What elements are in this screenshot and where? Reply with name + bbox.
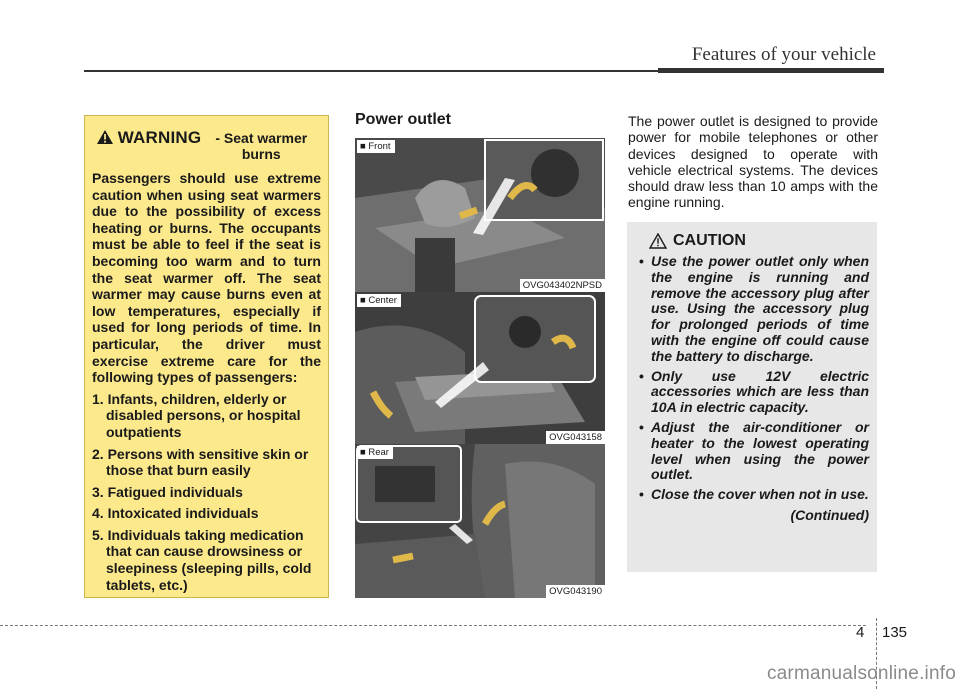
center-console-illustration [355,292,605,444]
photo-code-front: OVG043402NPSD [520,279,605,292]
page-number: 135 [882,624,908,641]
warning-heading [92,128,321,162]
warning-list-item: 4. Intoxicated individuals [92,505,259,522]
warning-box [84,115,329,598]
center-outlet-photo [355,292,605,444]
section-title: Power outlet [355,111,452,128]
header-divider-accent [658,68,884,73]
warning-list-item: 1. Infants, children, elderly or disabled persons, or hospital outpatients [92,390,301,440]
caution-title: CAUTION [673,232,746,249]
photo-label-rear: ■ Rear [357,446,393,459]
bullet-icon: • [639,367,644,384]
continued-label: (Continued) [790,506,869,523]
photo-label-front: ■ Front [357,140,395,153]
warning-list-item: 2. Persons with sensitive skin or those that burn easily [92,445,309,479]
rear-outlet-photo [355,444,605,598]
caution-list-item [639,254,869,365]
warning-subtitle: - Seat warmer burns [215,130,308,162]
caution-list-item [639,487,869,503]
photo-code-rear: OVG043190 [546,585,605,598]
caution-list [639,254,869,503]
warning-title: WARNING [117,128,202,147]
caution-box [627,222,877,572]
caution-list-item [639,369,869,416]
front-console-illustration [355,138,605,292]
chapter-number: 4 [856,624,865,641]
caution-item-text: Adjust the air-conditioner or heater to the lowest operating level when using the power outlet. [651,418,869,483]
photo-label-center: ■ Center [357,294,401,307]
caution-triangle-icon [649,233,667,249]
warning-list-item: 3. Fatigued individuals [92,483,243,500]
photo-code-center: OVG043158 [546,431,605,444]
warning-list [92,391,321,594]
caution-heading [649,232,869,250]
caution-list-item [639,420,869,483]
caution-item-text: Only use 12V electric accessories which are less than 10A in electric capacity. [651,367,869,416]
footer-divider [0,625,866,626]
front-outlet-photo [355,138,605,292]
page-header-title: Features of your vehicle [691,44,876,65]
bullet-icon: • [639,486,644,503]
warning-list-item: 5. Individuals taking medication that can cause drowsiness or sleepiness (sleeping pills, cold tablets, etc.) [92,526,312,593]
warning-intro-text: Passengers should use extreme caution when using seat warmers due to the possibility of excess heating or burns. The occupants must be able to feel if the seat is becoming too warm and to turn the seat warmer off. The seat warmer may cause burns even at low temperatures, especially if used for long periods of time. In particular, the driver must exercise extreme care for the following types of passengers: [92,170,321,386]
rear-console-illustration [355,444,605,598]
caution-item-text: Use the power outlet only when the engine is running and remove the accessory plug after use. Using the accessory plug for prolonged periods of time with the engine off could cause the battery to discharge. [651,253,869,364]
power-outlet-description: The power outlet is designed to provide power for mobile telephones or other devices designed to operate with vehicle electrical systems. The devices should draw less than 10 amps with the engine running. [628,113,878,211]
bullet-icon: • [639,253,644,269]
warning-triangle-icon [96,129,114,145]
watermark-text: carmanualsonline.info [766,663,956,684]
caution-item-text: Close the cover when not in use. [651,486,869,503]
bullet-icon: • [639,418,644,435]
